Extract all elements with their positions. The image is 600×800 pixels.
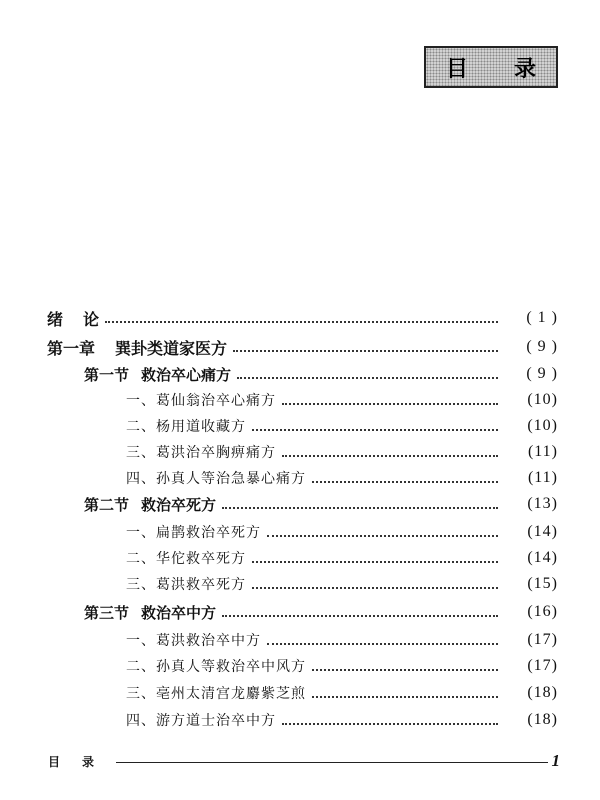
- toc-entry[interactable]: [0, 709, 600, 731]
- toc-entry-title: 第三节 救治卒中方: [84, 603, 217, 622]
- toc-entry[interactable]: [0, 467, 600, 489]
- toc-page-number: (18): [527, 711, 558, 728]
- toc-page-number: ( 1 ): [526, 309, 558, 326]
- toc-page-number: ( 9 ): [526, 338, 558, 355]
- toc-entry-title: 第一章 巽卦类道家医方: [47, 338, 228, 358]
- toc-page-number: (10): [527, 417, 558, 434]
- toc-entry-title: 二、孙真人等救治卒中风方: [126, 659, 306, 675]
- page-footer: [48, 750, 560, 772]
- dot-leader: [282, 455, 498, 457]
- toc-page-number: (17): [527, 657, 558, 674]
- dot-leader: [233, 350, 498, 352]
- toc-entry-title: 三、亳州太清宫龙麝紫芝煎: [126, 686, 306, 702]
- toc-entry[interactable]: [0, 521, 600, 543]
- toc-entry[interactable]: [0, 441, 600, 463]
- dot-leader: [267, 535, 498, 537]
- page-title-char: 录: [513, 56, 536, 82]
- toc-entry-title: 二、杨用道收藏方: [126, 419, 246, 435]
- toc-entry-title: 四、孙真人等治急暴心痛方: [126, 471, 306, 487]
- toc-page-number: (14): [527, 549, 558, 566]
- toc-entry-title: 二、华佗救卒死方: [126, 551, 246, 567]
- dot-leader: [237, 377, 498, 379]
- toc-entry-title: 一、扁鹊救治卒死方: [126, 525, 261, 541]
- toc-entry[interactable]: [0, 682, 600, 704]
- dot-leader: [267, 643, 498, 645]
- toc-entry[interactable]: [0, 493, 600, 515]
- toc-entry-title: 三、葛洪救卒死方: [126, 577, 246, 593]
- toc-entry-title: 绪 论: [47, 309, 100, 329]
- toc-entry-title: 第二节 救治卒死方: [84, 495, 217, 514]
- toc-entry[interactable]: [0, 415, 600, 437]
- toc-entry[interactable]: [0, 547, 600, 569]
- dot-leader: [282, 723, 498, 725]
- dot-leader: [222, 507, 498, 509]
- toc-entry[interactable]: [0, 573, 600, 595]
- toc-entry[interactable]: [0, 601, 600, 623]
- footer-rule: [116, 762, 547, 763]
- dot-leader: [222, 615, 498, 617]
- dot-leader: [312, 669, 498, 671]
- toc-page-number: (15): [527, 575, 558, 592]
- toc-page-number: (11): [527, 469, 558, 486]
- toc-page-number: (11): [527, 443, 558, 460]
- dot-leader: [312, 481, 498, 483]
- toc-entry[interactable]: [0, 655, 600, 677]
- toc-page-number: (10): [527, 391, 558, 408]
- toc-entry-title: 一、葛洪救治卒中方: [126, 633, 261, 649]
- toc-entry[interactable]: [0, 629, 600, 651]
- dot-leader: [282, 403, 498, 405]
- toc-page-number: (18): [527, 684, 558, 701]
- dot-leader: [252, 429, 498, 431]
- footer-label: 目录: [48, 754, 117, 769]
- toc-page-number: (16): [527, 603, 558, 620]
- dot-leader: [252, 561, 498, 563]
- toc-page-number: (14): [527, 523, 558, 540]
- page-title-char: 目: [446, 56, 469, 82]
- dot-leader: [312, 696, 498, 698]
- toc-entry-title: 第一节 救治卒心痛方: [84, 365, 232, 384]
- toc-entry[interactable]: [0, 336, 600, 358]
- dot-leader: [105, 321, 498, 323]
- toc-entry[interactable]: [0, 389, 600, 411]
- toc-page-number: ( 9 ): [526, 365, 558, 382]
- page-number: 1: [551, 751, 560, 770]
- toc-page-number: (13): [527, 495, 558, 512]
- dot-leader: [252, 587, 498, 589]
- toc-entry-title: 四、游方道士治卒中方: [126, 713, 276, 729]
- toc-page-number: (17): [527, 631, 558, 648]
- toc-entry-title: 三、葛洪治卒胸痹痛方: [126, 445, 276, 461]
- toc-entry[interactable]: [0, 307, 600, 329]
- toc-entry[interactable]: [0, 363, 600, 385]
- toc-entry-title: 一、葛仙翁治卒心痛方: [126, 393, 276, 409]
